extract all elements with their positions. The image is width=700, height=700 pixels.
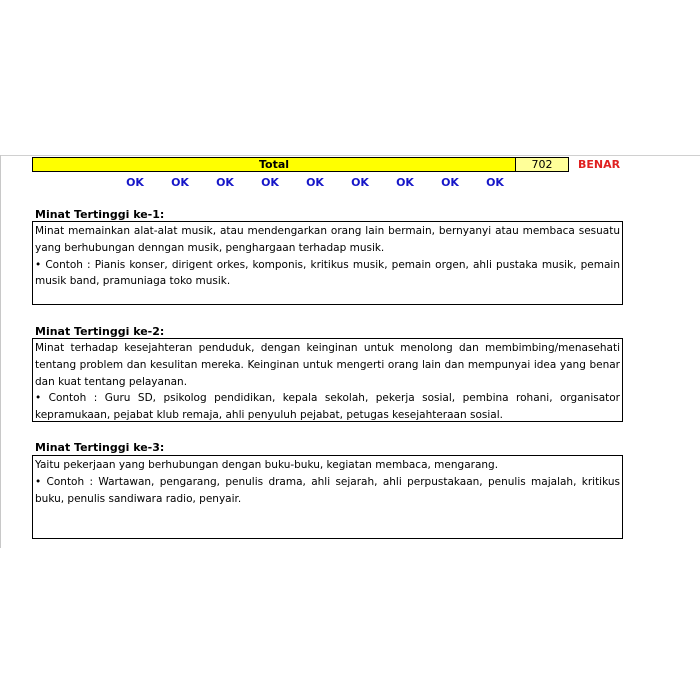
total-label: Total [258,158,290,171]
sheet-top-border [0,155,700,156]
sheet-left-border [0,155,1,548]
section-1-example: • Contoh : Pianis konser, dirigent orkes, komponis, kritikus musik, pemain orgen, ahli pustaka musik, pemain musik band, pramuniaga toko musik. [35,258,620,288]
section-1-box[interactable] [32,221,623,305]
section-1-title: Minat Tertinggi ke-1: [35,208,165,221]
ok-row [0,176,700,190]
section-2-example: • Contoh : Guru SD, psikolog pendidikan, kepala sekolah, pekerja sosial, pembina rohani, organisator kepramukaan, pejabat klub remaja, ahli penyuluh pejabat, petugas kesejahteraan sosial. [35,392,620,422]
ok-mark[interactable]: OK [126,176,144,189]
section-2-box[interactable] [32,338,623,422]
section-2-description: Minat terhadap kesejahteran penduduk, dengan keinginan untuk menolong dan membimbing/menasehati tentang problem dan kesulitan mereka. Keinginan untuk mengerti orang lain dan mempunyai idea yang benar dan kuat tentang pelayanan. [35,342,620,388]
ok-mark[interactable]: OK [351,176,369,189]
ok-mark[interactable]: OK [441,176,459,189]
section-1-description: Minat memainkan alat-alat musik, atau mendengarkan orang lain bermain, bernyanyi atau membaca sesuatu yang berhubungan denngan musik, penghargaan terhadap musik. [35,225,620,254]
section-3-description: Yaitu pekerjaan yang berhubungan dengan buku-buku, kegiatan membaca, mengarang. [35,459,499,471]
ok-mark[interactable]: OK [171,176,189,189]
total-value: 702 [531,158,553,171]
ok-mark[interactable]: OK [261,176,279,189]
section-3-example: • Contoh : Wartawan, pengarang, penulis drama, ahli sejarah, ahli perpustakaan, penulis majalah, kritikus buku, penulis sandiwara radio, penyair. [35,475,620,505]
status-cell[interactable]: BENAR [578,158,621,171]
section-3-box[interactable] [32,455,623,539]
ok-mark[interactable]: OK [306,176,324,189]
total-value-cell[interactable] [516,157,569,172]
ok-mark[interactable]: OK [216,176,234,189]
total-label-cell[interactable] [32,157,516,172]
ok-mark[interactable]: OK [486,176,504,189]
ok-mark[interactable]: OK [396,176,414,189]
section-2-title: Minat Tertinggi ke-2: [35,325,165,338]
section-3-title: Minat Tertinggi ke-3: [35,441,165,454]
